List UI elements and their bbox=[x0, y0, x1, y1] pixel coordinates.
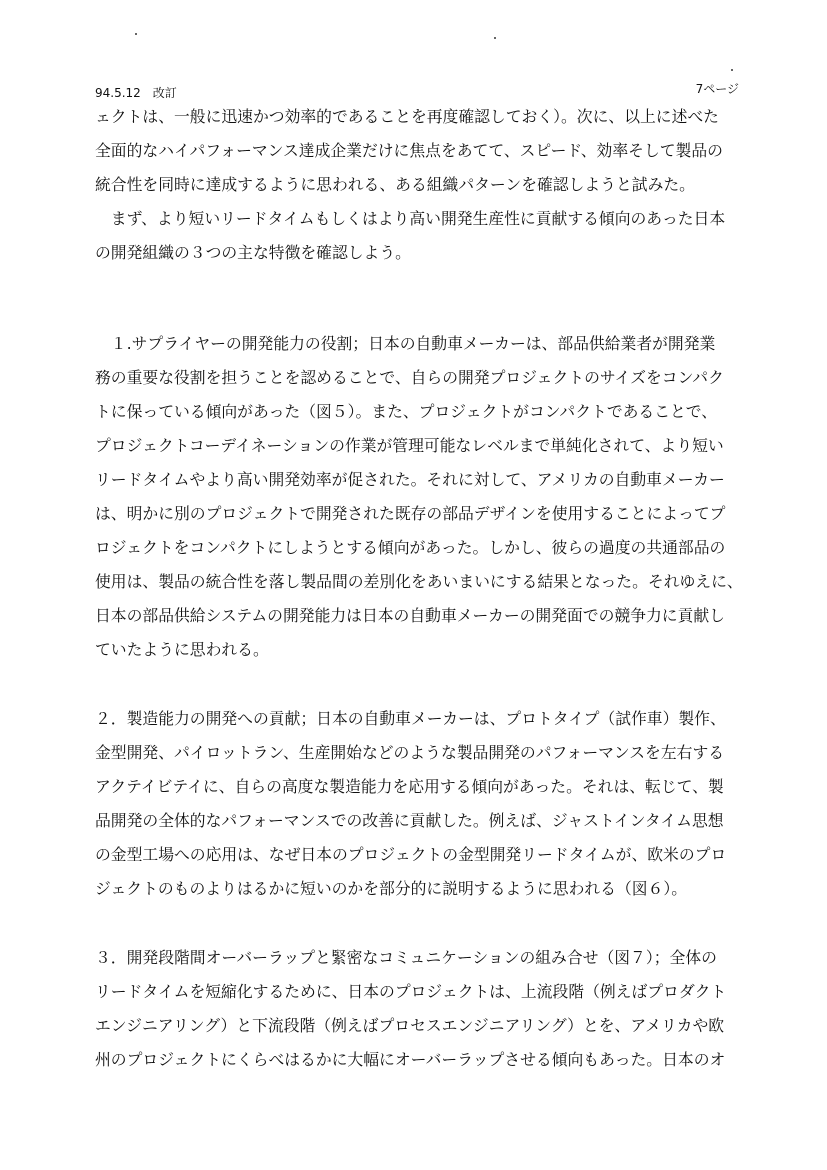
scan-speck-2 bbox=[494, 37, 496, 39]
text-line: 金型開発、パイロットラン、生産開始などのような製品開発のパフォーマンスを左右する bbox=[95, 743, 725, 762]
text-line: リードタイムやより高い開発効率が促された。それに対して、アメリカの自動車メーカー bbox=[95, 470, 725, 489]
section-3-paragraph bbox=[95, 941, 777, 1077]
document-body bbox=[95, 100, 777, 1077]
page-number: 7ページ bbox=[695, 82, 739, 96]
text-line: 品開発の全体的なパフォーマンスでの改善に貢献した。例えば、ジャストインタイム思想 bbox=[95, 811, 724, 830]
text-line: 州のプロジェクトにくらべはるかに大幅にオーバーラップさせる傾向もあった。日本のオ bbox=[95, 1050, 726, 1069]
text-line: ジェクトのものよりはるかに短いのかを部分的に説明するように思われる（図６）。 bbox=[95, 879, 688, 898]
text-line: ３．開発段階間オーバーラップと緊密なコミュニケーションの組み合せ（図７）；全体の bbox=[95, 948, 717, 967]
text-line: ロジェクトをコンパクトにしようとする傾向があった。しかし、彼らの過度の共通部品の bbox=[95, 538, 726, 557]
text-line: の金型工場への応用は、なぜ日本のプロジェクトの金型開発リードタイムが、欧米のプロ bbox=[95, 845, 727, 864]
text-line: 統合性を同時に達成するように思われる、ある組織パターンを確認しようと試みた。 bbox=[95, 175, 695, 194]
text-line: ていたように思われる。 bbox=[95, 640, 269, 659]
text-line: 務の重要な役割を担うことを認めることで、自らの開発プロジェクトのサイズをコンパク bbox=[95, 368, 724, 387]
text-line: アクテイビテイに、自らの高度な製造能力を応用する傾向があった。それは、転じて、製 bbox=[95, 777, 724, 796]
paragraph-gap bbox=[95, 906, 777, 941]
text-line: の開発組織の３つの主な特徴を確認しよう。 bbox=[95, 243, 411, 262]
text-line: ２．製造能力の開発への貢献；日本の自動車メーカーは、プロトタイプ（試作車）製作、 bbox=[95, 709, 726, 728]
text-line: まず、より短いリードタイムもしくはより高い開発生産性に貢献する傾向のあった日本 bbox=[95, 209, 726, 228]
text-line: 日本の部品供給システムの開発能力は日本の自動車メーカーの開発面での競争力に貢献し bbox=[95, 606, 725, 625]
text-line: トに保っている傾向があった（図５）。また、プロジェクトがコンパクトであることで、 bbox=[95, 402, 718, 421]
revision-date: 94.5.12 改訂 bbox=[95, 86, 177, 100]
section-2-paragraph bbox=[95, 702, 777, 906]
text-line: プロジェクトコーデイネーションの作業が管理可能なレベルまで単純化されて、より短い bbox=[95, 436, 724, 455]
text-line: 全面的なハイパフォーマンス達成企業だけに焦点をあてて、スピード、効率そして製品の bbox=[95, 141, 723, 160]
scan-speck-1 bbox=[135, 33, 137, 35]
paragraph-gap bbox=[95, 270, 777, 327]
intro-paragraph bbox=[95, 100, 777, 270]
text-line: 使用は、製品の統合性を落し製品間の差別化をあいまいにする結果となった。それゆえに、 bbox=[95, 572, 743, 591]
text-line: ェクトは、一般に迅速かつ効率的であることを再度確認しておく）。次に、以上に述べた bbox=[95, 107, 719, 126]
text-line: １.サプライヤーの開発能力の役割；日本の自動車メーカーは、部品供給業者が開発業 bbox=[95, 334, 716, 353]
paragraph-gap bbox=[95, 667, 777, 702]
scan-speck-3 bbox=[731, 69, 733, 71]
text-line: リードタイムを短縮化するために、日本のプロジェクトは、上流段階（例えばプロダクト bbox=[95, 982, 727, 1001]
text-line: は、明かに別のプロジェクトで開発された既存の部品デザインを使用することによってプ bbox=[95, 504, 726, 523]
text-line: エンジニアリング）と下流段階（例えばプロセスエンジニアリング）とを、アメリカや欧 bbox=[95, 1016, 725, 1035]
section-1-paragraph bbox=[95, 327, 777, 667]
